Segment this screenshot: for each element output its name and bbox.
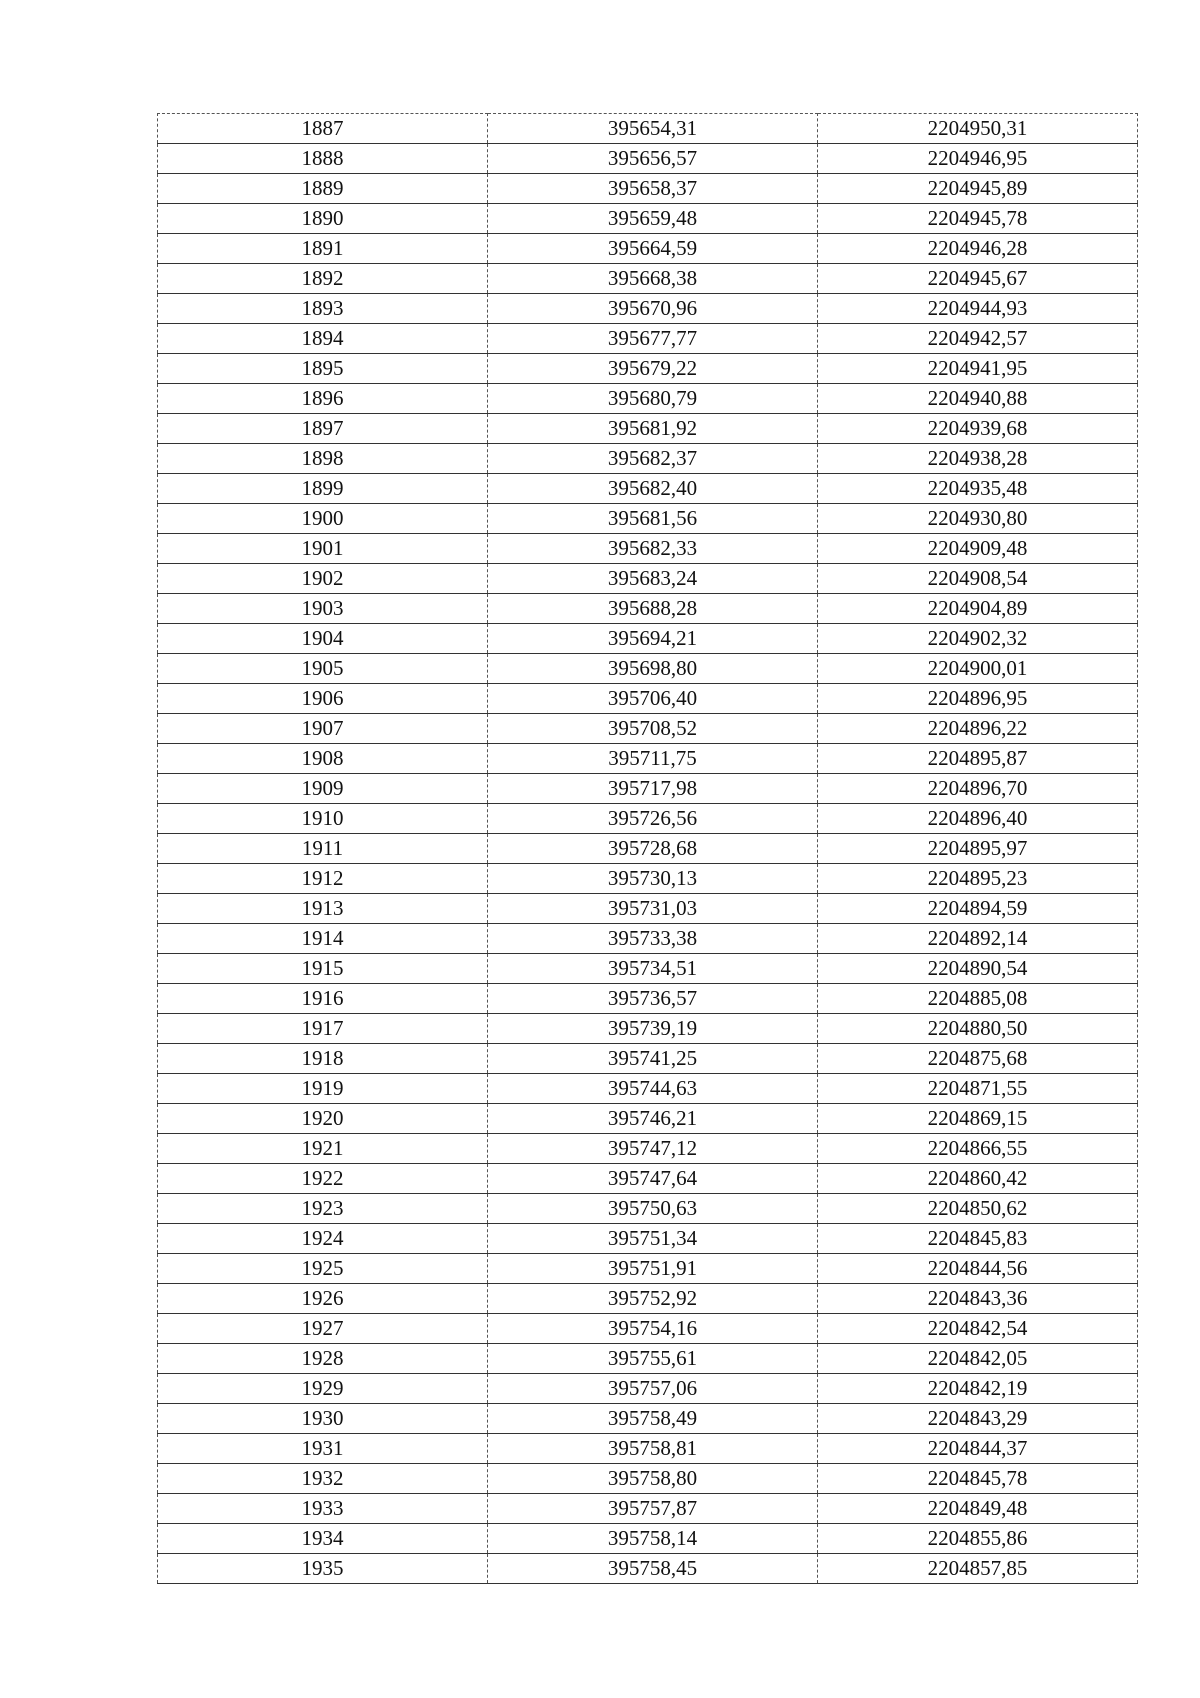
table-row — [158, 504, 1138, 534]
table-row — [158, 654, 1138, 684]
table-row — [158, 804, 1138, 834]
table-row — [158, 1104, 1138, 1134]
x-coordinate-cell: 395680,79 — [488, 384, 818, 414]
x-coordinate-cell: 395664,59 — [488, 234, 818, 264]
table-row — [158, 744, 1138, 774]
point-number-cell: 1907 — [158, 714, 488, 744]
x-coordinate-cell: 395739,19 — [488, 1014, 818, 1044]
y-coordinate-cell: 2204940,88 — [818, 384, 1138, 414]
point-number-cell: 1895 — [158, 354, 488, 384]
table-row — [158, 324, 1138, 354]
y-coordinate-cell: 2204845,83 — [818, 1224, 1138, 1254]
y-coordinate-cell: 2204843,36 — [818, 1284, 1138, 1314]
y-coordinate-cell: 2204857,85 — [818, 1554, 1138, 1584]
point-number-cell: 1929 — [158, 1374, 488, 1404]
table-row — [158, 1374, 1138, 1404]
point-number-cell: 1912 — [158, 864, 488, 894]
x-coordinate-cell: 395758,49 — [488, 1404, 818, 1434]
x-coordinate-cell: 395688,28 — [488, 594, 818, 624]
table-row — [158, 1404, 1138, 1434]
table-row — [158, 1164, 1138, 1194]
y-coordinate-cell: 2204941,95 — [818, 354, 1138, 384]
point-number-cell: 1890 — [158, 204, 488, 234]
point-number-cell: 1921 — [158, 1134, 488, 1164]
table-row — [158, 444, 1138, 474]
table-row — [158, 174, 1138, 204]
table-row — [158, 1554, 1138, 1584]
point-number-cell: 1897 — [158, 414, 488, 444]
x-coordinate-cell: 395758,80 — [488, 1464, 818, 1494]
x-coordinate-cell: 395731,03 — [488, 894, 818, 924]
x-coordinate-cell: 395682,37 — [488, 444, 818, 474]
coordinates-table-body — [158, 114, 1138, 1584]
y-coordinate-cell: 2204895,97 — [818, 834, 1138, 864]
x-coordinate-cell: 395747,64 — [488, 1164, 818, 1194]
y-coordinate-cell: 2204844,56 — [818, 1254, 1138, 1284]
table-row — [158, 984, 1138, 1014]
x-coordinate-cell: 395677,77 — [488, 324, 818, 354]
y-coordinate-cell: 2204944,93 — [818, 294, 1138, 324]
y-coordinate-cell: 2204896,22 — [818, 714, 1138, 744]
point-number-cell: 1908 — [158, 744, 488, 774]
y-coordinate-cell: 2204945,78 — [818, 204, 1138, 234]
point-number-cell: 1924 — [158, 1224, 488, 1254]
x-coordinate-cell: 395659,48 — [488, 204, 818, 234]
point-number-cell: 1905 — [158, 654, 488, 684]
x-coordinate-cell: 395681,56 — [488, 504, 818, 534]
point-number-cell: 1909 — [158, 774, 488, 804]
x-coordinate-cell: 395668,38 — [488, 264, 818, 294]
table-row — [158, 864, 1138, 894]
x-coordinate-cell: 395682,33 — [488, 534, 818, 564]
x-coordinate-cell: 395750,63 — [488, 1194, 818, 1224]
y-coordinate-cell: 2204860,42 — [818, 1164, 1138, 1194]
table-row — [158, 564, 1138, 594]
x-coordinate-cell: 395733,38 — [488, 924, 818, 954]
table-row — [158, 924, 1138, 954]
y-coordinate-cell: 2204904,89 — [818, 594, 1138, 624]
point-number-cell: 1923 — [158, 1194, 488, 1224]
table-row — [158, 354, 1138, 384]
point-number-cell: 1888 — [158, 144, 488, 174]
point-number-cell: 1904 — [158, 624, 488, 654]
table-row — [158, 1014, 1138, 1044]
x-coordinate-cell: 395708,52 — [488, 714, 818, 744]
x-coordinate-cell: 395758,45 — [488, 1554, 818, 1584]
point-number-cell: 1916 — [158, 984, 488, 1014]
x-coordinate-cell: 395754,16 — [488, 1314, 818, 1344]
point-number-cell: 1900 — [158, 504, 488, 534]
table-row — [158, 1074, 1138, 1104]
point-number-cell: 1926 — [158, 1284, 488, 1314]
table-row — [158, 1434, 1138, 1464]
x-coordinate-cell: 395757,87 — [488, 1494, 818, 1524]
y-coordinate-cell: 2204871,55 — [818, 1074, 1138, 1104]
point-number-cell: 1891 — [158, 234, 488, 264]
x-coordinate-cell: 395654,31 — [488, 114, 818, 144]
x-coordinate-cell: 395698,80 — [488, 654, 818, 684]
y-coordinate-cell: 2204850,62 — [818, 1194, 1138, 1224]
point-number-cell: 1918 — [158, 1044, 488, 1074]
point-number-cell: 1928 — [158, 1344, 488, 1374]
point-number-cell: 1901 — [158, 534, 488, 564]
x-coordinate-cell: 395683,24 — [488, 564, 818, 594]
point-number-cell: 1914 — [158, 924, 488, 954]
coordinates-table — [157, 113, 1138, 1584]
table-row — [158, 624, 1138, 654]
x-coordinate-cell: 395751,34 — [488, 1224, 818, 1254]
table-row — [158, 144, 1138, 174]
table-row — [158, 954, 1138, 984]
point-number-cell: 1919 — [158, 1074, 488, 1104]
y-coordinate-cell: 2204845,78 — [818, 1464, 1138, 1494]
y-coordinate-cell: 2204902,32 — [818, 624, 1138, 654]
y-coordinate-cell: 2204942,57 — [818, 324, 1138, 354]
x-coordinate-cell: 395736,57 — [488, 984, 818, 1014]
y-coordinate-cell: 2204945,89 — [818, 174, 1138, 204]
x-coordinate-cell: 395758,81 — [488, 1434, 818, 1464]
table-row — [158, 1524, 1138, 1554]
point-number-cell: 1899 — [158, 474, 488, 504]
y-coordinate-cell: 2204930,80 — [818, 504, 1138, 534]
table-row — [158, 1224, 1138, 1254]
point-number-cell: 1892 — [158, 264, 488, 294]
point-number-cell: 1933 — [158, 1494, 488, 1524]
table-row — [158, 414, 1138, 444]
y-coordinate-cell: 2204875,68 — [818, 1044, 1138, 1074]
table-row — [158, 1134, 1138, 1164]
table-row — [158, 384, 1138, 414]
point-number-cell: 1894 — [158, 324, 488, 354]
point-number-cell: 1915 — [158, 954, 488, 984]
point-number-cell: 1902 — [158, 564, 488, 594]
table-row — [158, 1314, 1138, 1344]
y-coordinate-cell: 2204950,31 — [818, 114, 1138, 144]
x-coordinate-cell: 395751,91 — [488, 1254, 818, 1284]
table-row — [158, 1464, 1138, 1494]
x-coordinate-cell: 395682,40 — [488, 474, 818, 504]
point-number-cell: 1935 — [158, 1554, 488, 1584]
x-coordinate-cell: 395757,06 — [488, 1374, 818, 1404]
y-coordinate-cell: 2204892,14 — [818, 924, 1138, 954]
point-number-cell: 1887 — [158, 114, 488, 144]
x-coordinate-cell: 395747,12 — [488, 1134, 818, 1164]
table-row — [158, 114, 1138, 144]
table-row — [158, 294, 1138, 324]
y-coordinate-cell: 2204939,68 — [818, 414, 1138, 444]
point-number-cell: 1896 — [158, 384, 488, 414]
point-number-cell: 1927 — [158, 1314, 488, 1344]
x-coordinate-cell: 395679,22 — [488, 354, 818, 384]
y-coordinate-cell: 2204946,28 — [818, 234, 1138, 264]
y-coordinate-cell: 2204843,29 — [818, 1404, 1138, 1434]
x-coordinate-cell: 395706,40 — [488, 684, 818, 714]
y-coordinate-cell: 2204935,48 — [818, 474, 1138, 504]
x-coordinate-cell: 395758,14 — [488, 1524, 818, 1554]
point-number-cell: 1934 — [158, 1524, 488, 1554]
y-coordinate-cell: 2204946,95 — [818, 144, 1138, 174]
y-coordinate-cell: 2204938,28 — [818, 444, 1138, 474]
table-row — [158, 1344, 1138, 1374]
table-row — [158, 534, 1138, 564]
table-row — [158, 264, 1138, 294]
table-row — [158, 1254, 1138, 1284]
x-coordinate-cell: 395741,25 — [488, 1044, 818, 1074]
point-number-cell: 1889 — [158, 174, 488, 204]
point-number-cell: 1932 — [158, 1464, 488, 1494]
point-number-cell: 1913 — [158, 894, 488, 924]
point-number-cell: 1910 — [158, 804, 488, 834]
point-number-cell: 1917 — [158, 1014, 488, 1044]
y-coordinate-cell: 2204896,70 — [818, 774, 1138, 804]
point-number-cell: 1898 — [158, 444, 488, 474]
y-coordinate-cell: 2204896,40 — [818, 804, 1138, 834]
y-coordinate-cell: 2204842,54 — [818, 1314, 1138, 1344]
table-row — [158, 774, 1138, 804]
x-coordinate-cell: 395744,63 — [488, 1074, 818, 1104]
x-coordinate-cell: 395670,96 — [488, 294, 818, 324]
y-coordinate-cell: 2204895,23 — [818, 864, 1138, 894]
point-number-cell: 1906 — [158, 684, 488, 714]
point-number-cell: 1911 — [158, 834, 488, 864]
point-number-cell: 1893 — [158, 294, 488, 324]
y-coordinate-cell: 2204900,01 — [818, 654, 1138, 684]
y-coordinate-cell: 2204885,08 — [818, 984, 1138, 1014]
x-coordinate-cell: 395658,37 — [488, 174, 818, 204]
x-coordinate-cell: 395726,56 — [488, 804, 818, 834]
table-row — [158, 1044, 1138, 1074]
y-coordinate-cell: 2204866,55 — [818, 1134, 1138, 1164]
point-number-cell: 1903 — [158, 594, 488, 624]
y-coordinate-cell: 2204842,19 — [818, 1374, 1138, 1404]
table-row — [158, 474, 1138, 504]
x-coordinate-cell: 395711,75 — [488, 744, 818, 774]
x-coordinate-cell: 395681,92 — [488, 414, 818, 444]
y-coordinate-cell: 2204908,54 — [818, 564, 1138, 594]
y-coordinate-cell: 2204855,86 — [818, 1524, 1138, 1554]
y-coordinate-cell: 2204842,05 — [818, 1344, 1138, 1374]
table-row — [158, 684, 1138, 714]
table-row — [158, 894, 1138, 924]
x-coordinate-cell: 395694,21 — [488, 624, 818, 654]
table-row — [158, 1194, 1138, 1224]
y-coordinate-cell: 2204869,15 — [818, 1104, 1138, 1134]
x-coordinate-cell: 395717,98 — [488, 774, 818, 804]
point-number-cell: 1920 — [158, 1104, 488, 1134]
y-coordinate-cell: 2204945,67 — [818, 264, 1138, 294]
x-coordinate-cell: 395755,61 — [488, 1344, 818, 1374]
x-coordinate-cell: 395746,21 — [488, 1104, 818, 1134]
point-number-cell: 1930 — [158, 1404, 488, 1434]
table-row — [158, 204, 1138, 234]
x-coordinate-cell: 395734,51 — [488, 954, 818, 984]
table-row — [158, 714, 1138, 744]
x-coordinate-cell: 395752,92 — [488, 1284, 818, 1314]
y-coordinate-cell: 2204849,48 — [818, 1494, 1138, 1524]
x-coordinate-cell: 395656,57 — [488, 144, 818, 174]
table-row — [158, 594, 1138, 624]
y-coordinate-cell: 2204894,59 — [818, 894, 1138, 924]
table-row — [158, 834, 1138, 864]
y-coordinate-cell: 2204909,48 — [818, 534, 1138, 564]
point-number-cell: 1922 — [158, 1164, 488, 1194]
y-coordinate-cell: 2204844,37 — [818, 1434, 1138, 1464]
y-coordinate-cell: 2204880,50 — [818, 1014, 1138, 1044]
y-coordinate-cell: 2204896,95 — [818, 684, 1138, 714]
point-number-cell: 1931 — [158, 1434, 488, 1464]
table-row — [158, 1284, 1138, 1314]
table-row — [158, 234, 1138, 264]
y-coordinate-cell: 2204895,87 — [818, 744, 1138, 774]
point-number-cell: 1925 — [158, 1254, 488, 1284]
x-coordinate-cell: 395730,13 — [488, 864, 818, 894]
x-coordinate-cell: 395728,68 — [488, 834, 818, 864]
y-coordinate-cell: 2204890,54 — [818, 954, 1138, 984]
table-row — [158, 1494, 1138, 1524]
